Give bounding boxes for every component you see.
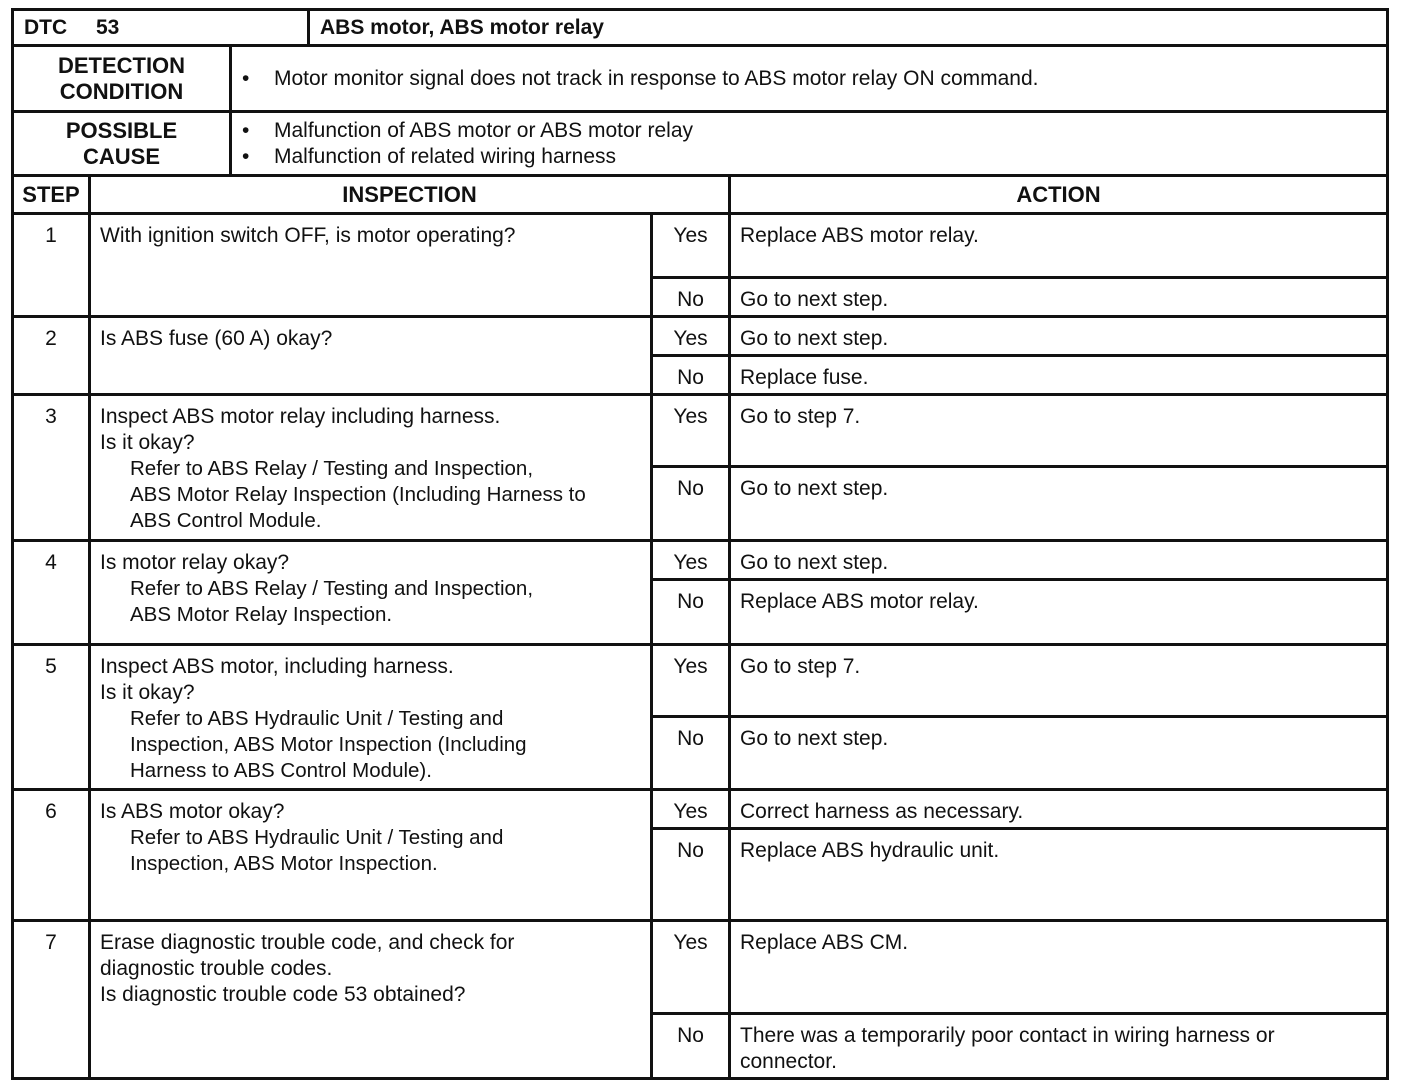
yes-label: Yes	[673, 800, 708, 823]
inspection-reference: ABS Control Module.	[130, 509, 322, 532]
inspection-text	[100, 326, 642, 352]
yes-label: Yes	[673, 551, 708, 574]
inspection-cell	[91, 318, 653, 393]
yes-label: Yes	[673, 931, 708, 954]
dtc-cell	[14, 11, 310, 44]
no-action: There was a temporarily poor contact in wiring harness or connector.	[740, 1024, 1275, 1073]
yes-label: Yes	[673, 655, 708, 678]
no-subcell	[653, 581, 728, 643]
no-action-subcell	[731, 279, 1386, 315]
no-action: Replace ABS motor relay.	[740, 590, 979, 613]
inspection-reference: Refer to ABS Hydraulic Unit / Testing and	[130, 707, 504, 730]
inspection-question: Is ABS motor okay?	[100, 800, 285, 823]
no-subcell	[653, 279, 728, 315]
step-cell	[14, 215, 91, 315]
yes-subcell	[653, 318, 728, 357]
inspection-question: With ignition switch OFF, is motor operating?	[100, 224, 516, 247]
inspection-question: Is it okay?	[100, 681, 195, 704]
yes-action: Replace ABS motor relay.	[740, 224, 979, 247]
no-label: No	[677, 590, 704, 613]
inspection-text	[100, 654, 642, 784]
no-action-subcell	[731, 718, 1386, 788]
yes-label: Yes	[673, 224, 708, 247]
cause-row	[14, 113, 1386, 177]
step-header: STEP	[14, 177, 91, 212]
detection-label-line1: DETECTION	[57, 52, 186, 78]
no-subcell	[653, 468, 728, 539]
step-number: 7	[45, 931, 57, 954]
dtc-label: DTC	[24, 15, 68, 39]
yes-action-subcell	[731, 646, 1386, 718]
no-action: Go to next step.	[740, 727, 889, 750]
no-subcell	[653, 718, 728, 788]
no-label: No	[677, 366, 704, 389]
yes-subcell	[653, 215, 728, 279]
cause-label-line1: POSSIBLE	[65, 117, 178, 143]
detection-content	[242, 47, 1376, 110]
inspection-question: Inspect ABS motor, including harness.	[100, 655, 454, 678]
step-number: 4	[45, 551, 57, 574]
no-subcell	[653, 1015, 728, 1077]
answer-cell	[653, 215, 731, 315]
inspection-reference: Refer to ABS Hydraulic Unit / Testing and	[130, 826, 504, 849]
answer-cell	[653, 542, 731, 643]
yes-action-subcell	[731, 922, 1386, 1015]
step-cell	[14, 396, 91, 539]
cause-label-line2: CAUSE	[82, 143, 160, 169]
no-subcell	[653, 357, 728, 393]
inspection-reference: ABS Motor Relay Inspection.	[130, 603, 393, 626]
no-action-subcell	[731, 830, 1386, 919]
step-row	[14, 791, 1386, 922]
inspection-question: diagnostic trouble codes.	[100, 957, 333, 980]
inspection-reference: Harness to ABS Control Module).	[130, 759, 432, 782]
yes-action: Replace ABS CM.	[740, 931, 909, 954]
yes-action: Go to step 7.	[740, 405, 861, 428]
step-row	[14, 318, 1386, 396]
step-row	[14, 215, 1386, 318]
inspection-text	[100, 223, 642, 249]
inspection-question: Is diagnostic trouble code 53 obtained?	[100, 983, 466, 1006]
no-label: No	[677, 727, 704, 750]
yes-action: Go to step 7.	[740, 655, 861, 678]
no-label: No	[677, 839, 704, 862]
yes-subcell	[653, 791, 728, 830]
step-number: 1	[45, 224, 57, 247]
yes-subcell	[653, 542, 728, 581]
dtc-sheet	[11, 8, 1389, 1080]
yes-label: Yes	[673, 405, 708, 428]
inspection-header: INSPECTION	[91, 177, 731, 212]
no-action-subcell	[731, 1015, 1386, 1077]
yes-action-subcell	[731, 318, 1386, 357]
action-header: ACTION	[1016, 181, 1101, 207]
action-cell	[731, 646, 1386, 788]
step-cell	[14, 542, 91, 643]
dtc-title: ABS motor, ABS motor relay	[320, 15, 604, 39]
yes-action: Correct harness as necessary.	[740, 800, 1024, 823]
no-action-subcell	[731, 357, 1386, 393]
inspection-cell	[91, 922, 653, 1077]
no-label: No	[677, 477, 704, 500]
step-number: 2	[45, 327, 57, 350]
inspection-reference: Refer to ABS Relay / Testing and Inspection,	[130, 457, 534, 480]
action-cell	[731, 396, 1386, 539]
yes-action-subcell	[731, 542, 1386, 581]
step-number: 3	[45, 405, 57, 428]
cause-item: • Malfunction of related wiring harness	[242, 144, 1376, 170]
step-cell	[14, 791, 91, 919]
detection-item: • Motor monitor signal does not track in response to ABS motor relay ON command.	[242, 66, 1376, 92]
yes-action-subcell	[731, 215, 1386, 279]
yes-subcell	[653, 396, 728, 468]
inspection-text	[100, 799, 642, 877]
no-label: No	[677, 1024, 704, 1047]
step-row	[14, 396, 1386, 542]
step-row	[14, 922, 1386, 1077]
step-number: 5	[45, 655, 57, 678]
answer-cell	[653, 318, 731, 393]
inspection-reference: Inspection, ABS Motor Inspection.	[130, 852, 438, 875]
answer-cell	[653, 646, 731, 788]
inspection-cell	[91, 215, 653, 315]
no-action-subcell	[731, 468, 1386, 539]
inspection-question: Is ABS fuse (60 A) okay?	[100, 327, 333, 350]
step-cell	[14, 318, 91, 393]
action-cell	[731, 215, 1386, 315]
column-header-row	[14, 177, 1386, 215]
yes-subcell	[653, 922, 728, 1015]
step-row	[14, 542, 1386, 646]
yes-action-subcell	[731, 396, 1386, 468]
action-cell	[731, 318, 1386, 393]
cause-label	[14, 113, 232, 174]
yes-label: Yes	[673, 327, 708, 350]
yes-action-subcell	[731, 791, 1386, 830]
answer-cell	[653, 791, 731, 919]
answer-cell	[653, 396, 731, 539]
inspection-text	[100, 404, 642, 534]
inspection-cell	[91, 646, 653, 788]
step-number: 6	[45, 800, 57, 823]
no-action: Replace ABS hydraulic unit.	[740, 839, 1000, 862]
inspection-question: Is it okay?	[100, 431, 195, 454]
no-label: No	[677, 288, 704, 311]
action-cell	[731, 791, 1386, 919]
inspection-question: Inspect ABS motor relay including harness.	[100, 405, 501, 428]
dtc-code: 53	[96, 15, 120, 39]
no-action: Go to next step.	[740, 288, 889, 311]
action-cell	[731, 922, 1386, 1077]
inspection-text	[100, 550, 642, 628]
inspection-question: Is motor relay okay?	[100, 551, 290, 574]
inspection-cell	[91, 791, 653, 919]
cause-item: • Malfunction of ABS motor or ABS motor relay	[242, 118, 1376, 144]
step-cell	[14, 922, 91, 1077]
yes-subcell	[653, 646, 728, 718]
yes-action: Go to next step.	[740, 551, 889, 574]
title-row	[14, 11, 1386, 47]
no-action: Go to next step.	[740, 477, 889, 500]
step-row	[14, 646, 1386, 791]
inspection-question: Erase diagnostic trouble code, and check for	[100, 931, 515, 954]
no-action-subcell	[731, 581, 1386, 643]
detection-row	[14, 47, 1386, 113]
step-cell	[14, 646, 91, 788]
no-subcell	[653, 830, 728, 919]
inspection-cell	[91, 542, 653, 643]
action-cell	[731, 542, 1386, 643]
yes-action: Go to next step.	[740, 327, 889, 350]
detection-label	[14, 47, 232, 110]
inspection-reference: Refer to ABS Relay / Testing and Inspection,	[130, 577, 534, 600]
cause-content	[242, 113, 1376, 174]
inspection-text	[100, 930, 642, 1008]
answer-cell	[653, 922, 731, 1077]
inspection-cell	[91, 396, 653, 539]
inspection-reference: Inspection, ABS Motor Inspection (Including	[130, 733, 527, 756]
inspection-reference: ABS Motor Relay Inspection (Including Harness to	[130, 483, 586, 506]
no-action: Replace fuse.	[740, 366, 869, 389]
detection-label-line2: CONDITION	[59, 78, 184, 104]
